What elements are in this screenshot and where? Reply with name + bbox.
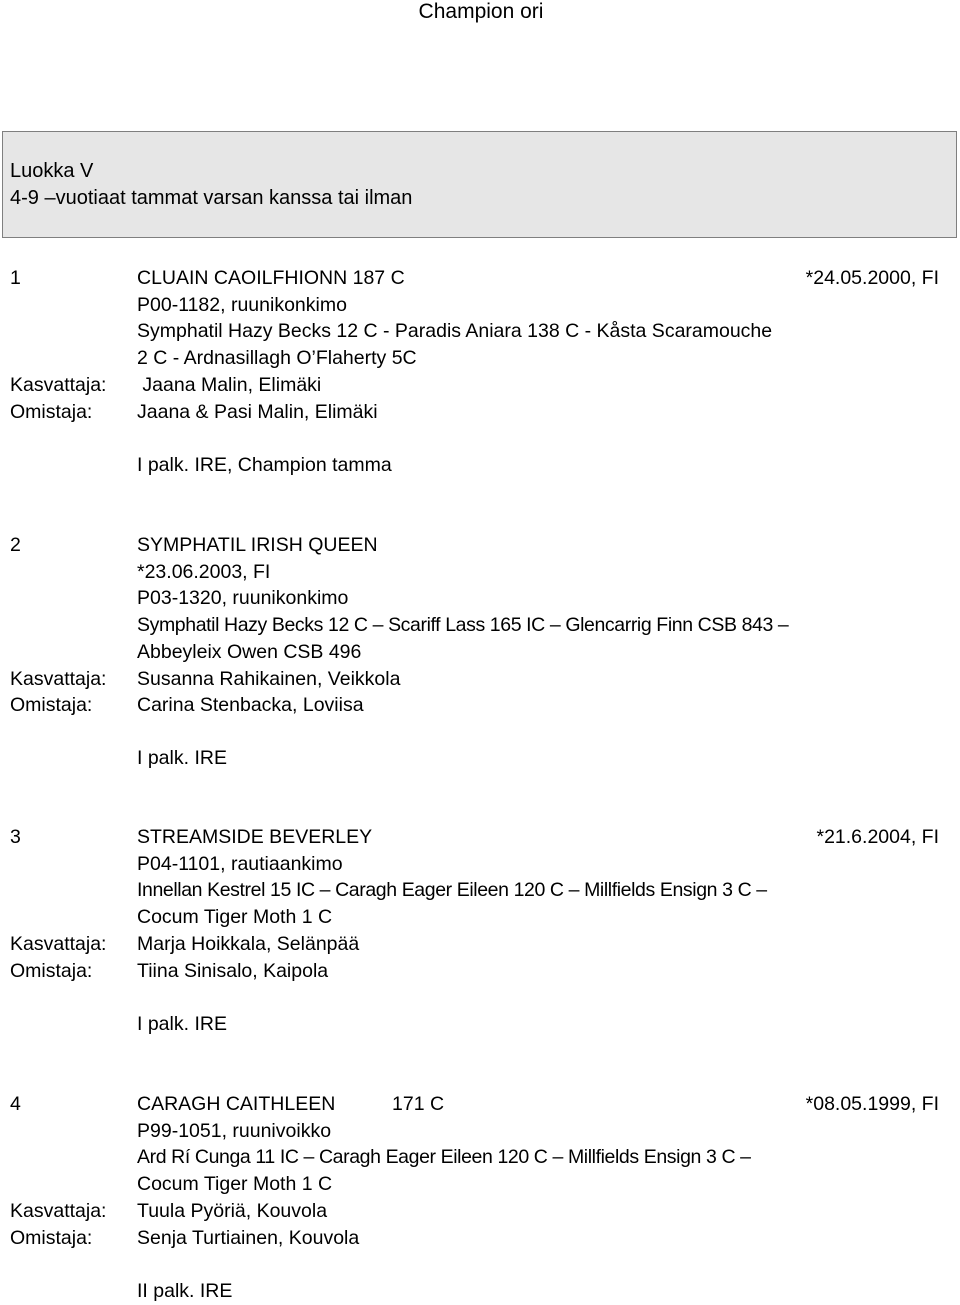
pedigree-line-1: Symphatil Hazy Becks 12 C – Scariff Lass 165 IC – Glencarrig Finn CSB 843 – — [137, 614, 789, 637]
horse-name: CLUAIN CAOILFHIONN 187 C — [137, 267, 405, 289]
registration: P99-1051, ruunivoikko — [137, 1119, 332, 1142]
entry-number: 4 — [10, 1093, 21, 1115]
breeder: Jaana Malin, Elimäki — [137, 373, 322, 396]
owner-label: Omistaja: — [10, 694, 93, 717]
class-name: Luokka V — [10, 160, 94, 182]
result: I palk. IRE, Champion tamma — [137, 454, 392, 476]
registration: P04-1101, rautiaankimo — [137, 852, 343, 875]
entry-header — [0, 532, 960, 559]
registration: P00-1182, ruunikonkimo — [137, 293, 347, 316]
birth-info: *21.6.2004, FI — [816, 826, 939, 848]
horse-code: 171 C — [392, 1093, 445, 1115]
owner-label: Omistaja: — [10, 1226, 93, 1249]
entry-header — [0, 265, 960, 292]
pedigree-line-1: Innellan Kestrel 15 IC – Caragh Eager Eileen 120 C – Millfields Ensign 3 C – — [137, 879, 767, 902]
breeder-label: Kasvattaja: — [10, 667, 107, 690]
result: II palk. IRE — [137, 1280, 233, 1302]
class-description: 4-9 –vuotiaat tammat varsan kanssa tai ilman — [10, 187, 413, 209]
entry-number: 2 — [10, 534, 21, 556]
owner: Tiina Sinisalo, Kaipola — [137, 959, 329, 982]
breeder: Tuula Pyöriä, Kouvola — [137, 1199, 328, 1222]
owner: Senja Turtiainen, Kouvola — [137, 1226, 360, 1249]
birth-info: *23.06.2003, FI — [137, 560, 271, 583]
breeder: Marja Hoikkala, Selänpää — [137, 932, 360, 955]
owner-label: Omistaja: — [10, 400, 93, 423]
breeder-label: Kasvattaja: — [10, 1199, 107, 1222]
breeder-label: Kasvattaja: — [10, 373, 107, 396]
entry-number: 3 — [10, 826, 21, 848]
pedigree-line-2: Cocum Tiger Moth 1 C — [137, 1173, 333, 1196]
breeder: Susanna Rahikainen, Veikkola — [137, 667, 401, 690]
registration: P03-1320, ruunikonkimo — [137, 587, 349, 610]
pedigree-line-2: Abbeyleix Owen CSB 496 — [137, 640, 362, 663]
horse-name: STREAMSIDE BEVERLEY — [137, 826, 373, 848]
entry-header — [0, 824, 960, 851]
birth-info: *24.05.2000, FI — [805, 267, 939, 289]
pedigree-line-1: Ard Rí Cunga 11 IC – Caragh Eager Eileen 120 C – Millfields Ensign 3 C – — [137, 1146, 751, 1169]
owner-label: Omistaja: — [10, 959, 93, 982]
pedigree-line-2: Cocum Tiger Moth 1 C — [137, 906, 333, 929]
entry-header — [0, 1091, 960, 1118]
pedigree-line-2: 2 C - Ardnasillagh O’Flaherty 5C — [137, 347, 417, 370]
entry-number: 1 — [10, 267, 21, 289]
result: I palk. IRE — [137, 1013, 227, 1035]
pedigree-line-1: Symphatil Hazy Becks 12 C - Paradis Aniara 138 C - Kåsta Scaramouche — [137, 320, 773, 343]
page-title: Champion ori — [418, 0, 544, 23]
owner: Carina Stenbacka, Loviisa — [137, 694, 364, 717]
breeder-label: Kasvattaja: — [10, 932, 107, 955]
birth-info: *08.05.1999, FI — [805, 1093, 939, 1115]
result: I palk. IRE — [137, 747, 227, 769]
horse-name: CARAGH CAITHLEEN — [137, 1093, 336, 1115]
horse-name: SYMPHATIL IRISH QUEEN — [137, 534, 378, 556]
owner: Jaana & Pasi Malin, Elimäki — [137, 400, 378, 423]
class-header — [2, 131, 957, 238]
